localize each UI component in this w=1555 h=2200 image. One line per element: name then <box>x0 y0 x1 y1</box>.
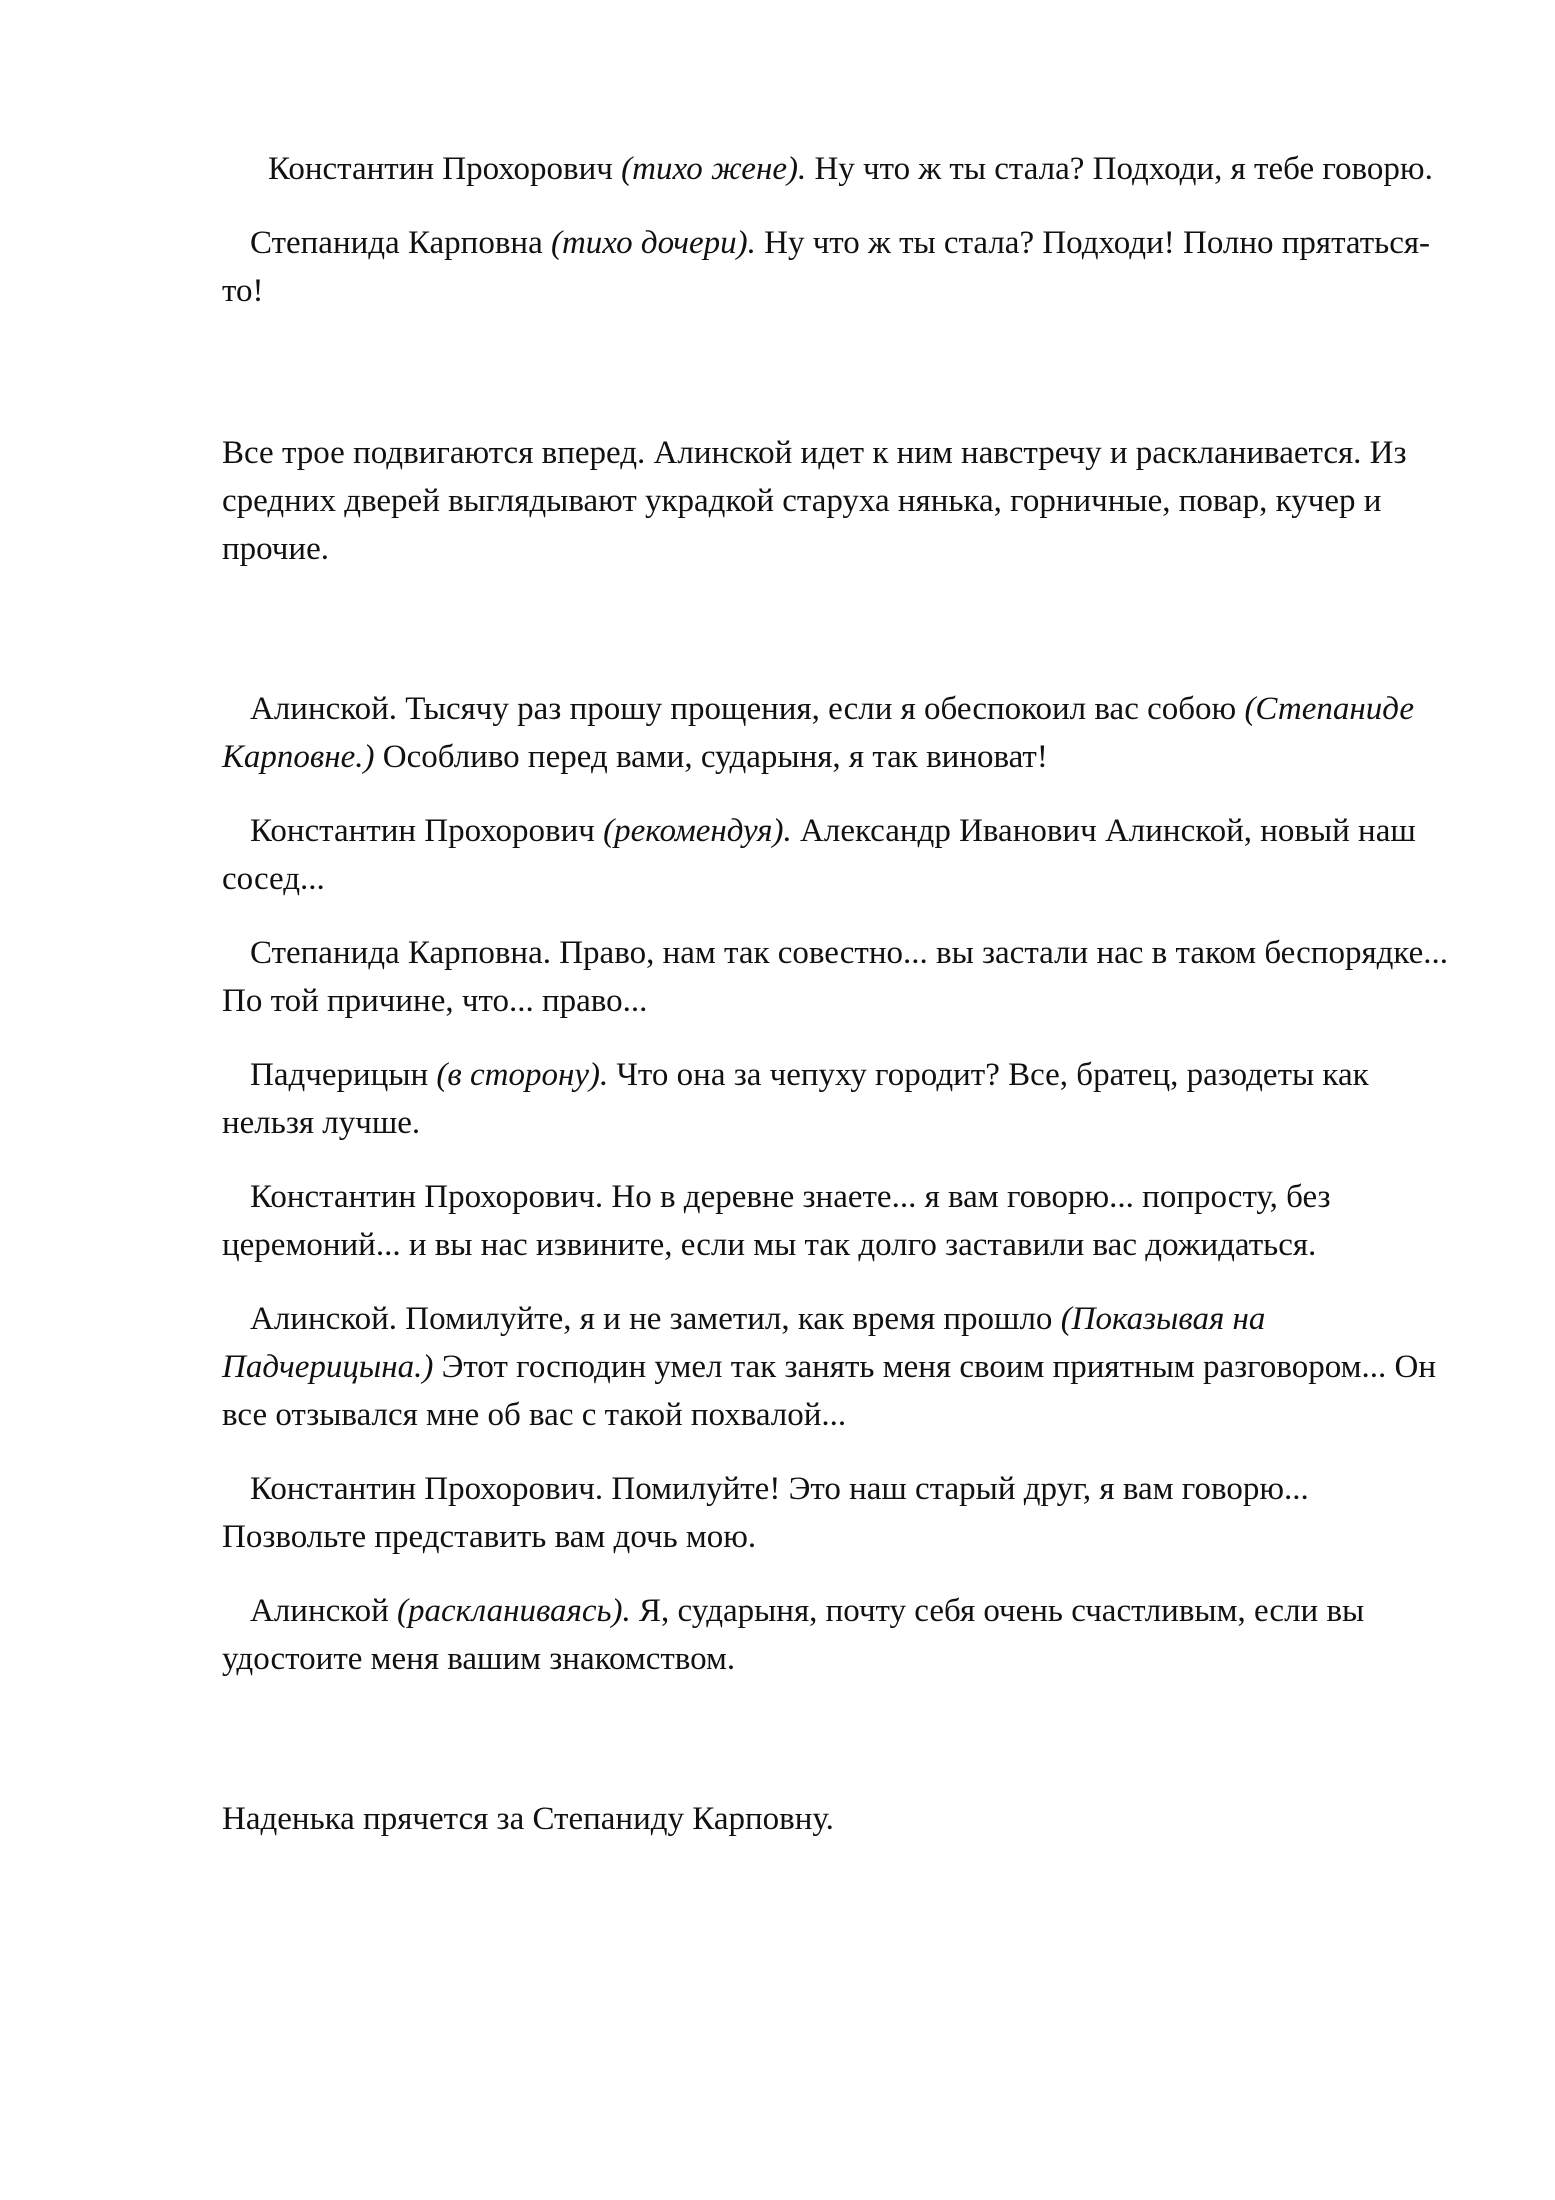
stage-direction: (Показывая на Падчерицына.) <box>222 1301 1266 1385</box>
stage-direction: (тихо жене). <box>621 151 807 187</box>
speech-text: Степанида Карповна. Право, нам так совестно... вы застали нас в таком беспорядке... По той причине, что... право... <box>222 935 1449 1019</box>
dialogue-paragraph <box>222 219 1457 315</box>
dialogue-paragraph <box>222 685 1457 781</box>
speaker-text: Степанида Карповна <box>250 225 551 261</box>
remark-text: Все трое подвигаются вперед. Алинской идет к ним навстречу и раскланивается. Из средних дверей выглядывают украдкой старуха нянька, горничные, повар, кучер и прочие. <box>222 435 1407 567</box>
speaker-text: Константин Прохорович <box>250 813 604 849</box>
speaker-text: Алинской. Помилуйте, я и не заметил, как время прошло <box>250 1301 1061 1337</box>
speech-text: Александр Иванович Алинской, новый наш сосед... <box>222 813 1416 897</box>
speech-text: Ну что ж ты стала? Подходи! Полно прятаться-то! <box>222 225 1431 309</box>
stage-direction: (Степаниде Карповне.) <box>222 691 1414 775</box>
speaker-text: Алинской. Тысячу раз прошу прощения, если я обеспокоил вас собою <box>250 691 1245 727</box>
stage-direction: (в сторону). <box>436 1057 609 1093</box>
remark-text: Наденька прячется за Степаниду Карповну. <box>222 1801 834 1837</box>
dialogue-paragraph <box>222 1173 1457 1269</box>
speaker-text: Падчерицын <box>250 1057 437 1093</box>
dialogue-paragraph <box>222 807 1457 903</box>
stage-remark-paragraph <box>222 1795 1457 1843</box>
dialogue-paragraph <box>222 1295 1457 1439</box>
speech-text: Константин Прохорович. Но в деревне знаете... я вам говорю... попросту, без церемоний... и вы нас извините, если мы так долго заставили вас дожидаться. <box>222 1179 1331 1263</box>
stage-remark-paragraph <box>222 429 1457 573</box>
speech-text: Константин Прохорович. Помилуйте! Это наш старый друг, я вам говорю... Позвольте представить вам дочь мою. <box>222 1471 1309 1555</box>
speech-text: Что она за чепуху городит? Все, братец, разодеты как нельзя лучше. <box>222 1057 1369 1141</box>
speech-text: Этот господин умел так занять меня своим приятным разговором... Он все отзывался мне об вас с такой похвалой... <box>222 1349 1436 1433</box>
dialogue-paragraph <box>222 145 1457 193</box>
dialogue-paragraph <box>222 1587 1457 1683</box>
stage-direction: (тихо дочери). <box>550 225 756 261</box>
speaker-text: Алинской <box>250 1593 398 1629</box>
dialogue-paragraph <box>222 1465 1457 1561</box>
stage-direction: (раскланиваясь). <box>397 1593 631 1629</box>
stage-direction: (рекомендуя). <box>603 813 792 849</box>
text-column <box>222 145 1457 1843</box>
speech-text: Особливо перед вами, сударыня, я так виноват! <box>374 739 1048 775</box>
speech-text: Я, сударыня, почту себя очень счастливым, если вы удостоите меня вашим знакомством. <box>222 1593 1365 1677</box>
speech-text: Ну что ж ты стала? Подходи, я тебе говорю. <box>806 151 1433 187</box>
dialogue-paragraph <box>222 1051 1457 1147</box>
speaker-text: Константин Прохорович <box>268 151 622 187</box>
dialogue-paragraph <box>222 929 1457 1025</box>
